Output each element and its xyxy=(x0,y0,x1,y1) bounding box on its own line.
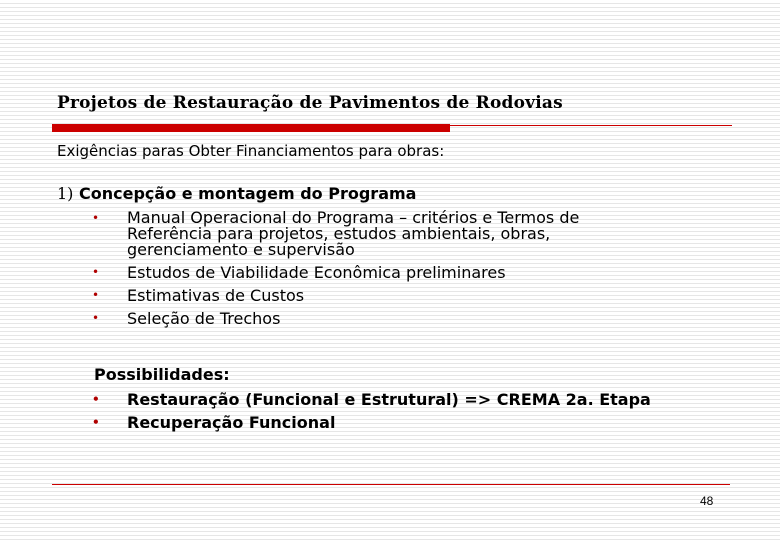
list-item xyxy=(92,261,652,284)
title-underline-thin xyxy=(450,125,732,126)
list-item xyxy=(92,307,652,330)
subtitle: Exigências paras Obter Financiamentos para obras: xyxy=(57,142,445,160)
section-title: Concepção e montagem do Programa xyxy=(79,184,417,203)
section-heading xyxy=(57,184,416,203)
list-item-text: Estimativas de Custos xyxy=(127,286,305,305)
list-item-text: Restauração (Funcional e Estrutural) => CREMA 2a. Etapa xyxy=(127,390,651,409)
section-bullet-list xyxy=(92,207,652,330)
possibilities-heading: Possibilidades: xyxy=(94,365,230,384)
list-item-text: Estudos de Viabilidade Econômica preliminares xyxy=(127,263,506,282)
list-item-text: Seleção de Trechos xyxy=(127,309,281,328)
list-item-text: Manual Operacional do Programa – critérios e Termos de Referência para projetos, estudos ambientais, obras, gerenciamento e supervisão xyxy=(127,208,580,259)
bullet-icon: • xyxy=(92,288,100,302)
bullet-icon: • xyxy=(92,415,100,429)
page-number: 48 xyxy=(700,494,714,508)
slide-title: Projetos de Restauração de Pavimentos de Rodovias xyxy=(57,93,563,113)
section-number: 1) xyxy=(57,184,74,203)
bullet-icon: • xyxy=(92,265,100,279)
bullet-icon: • xyxy=(92,311,100,325)
bullet-icon: • xyxy=(92,211,100,225)
list-item-text: Recuperação Funcional xyxy=(127,413,336,432)
footer-rule xyxy=(52,484,730,485)
list-item xyxy=(92,207,652,261)
list-item xyxy=(92,388,651,411)
list-item xyxy=(92,411,651,434)
possibilities-bullet-list xyxy=(92,388,651,434)
bullet-icon: • xyxy=(92,392,100,406)
title-underline-thick xyxy=(52,124,450,132)
list-item xyxy=(92,284,652,307)
